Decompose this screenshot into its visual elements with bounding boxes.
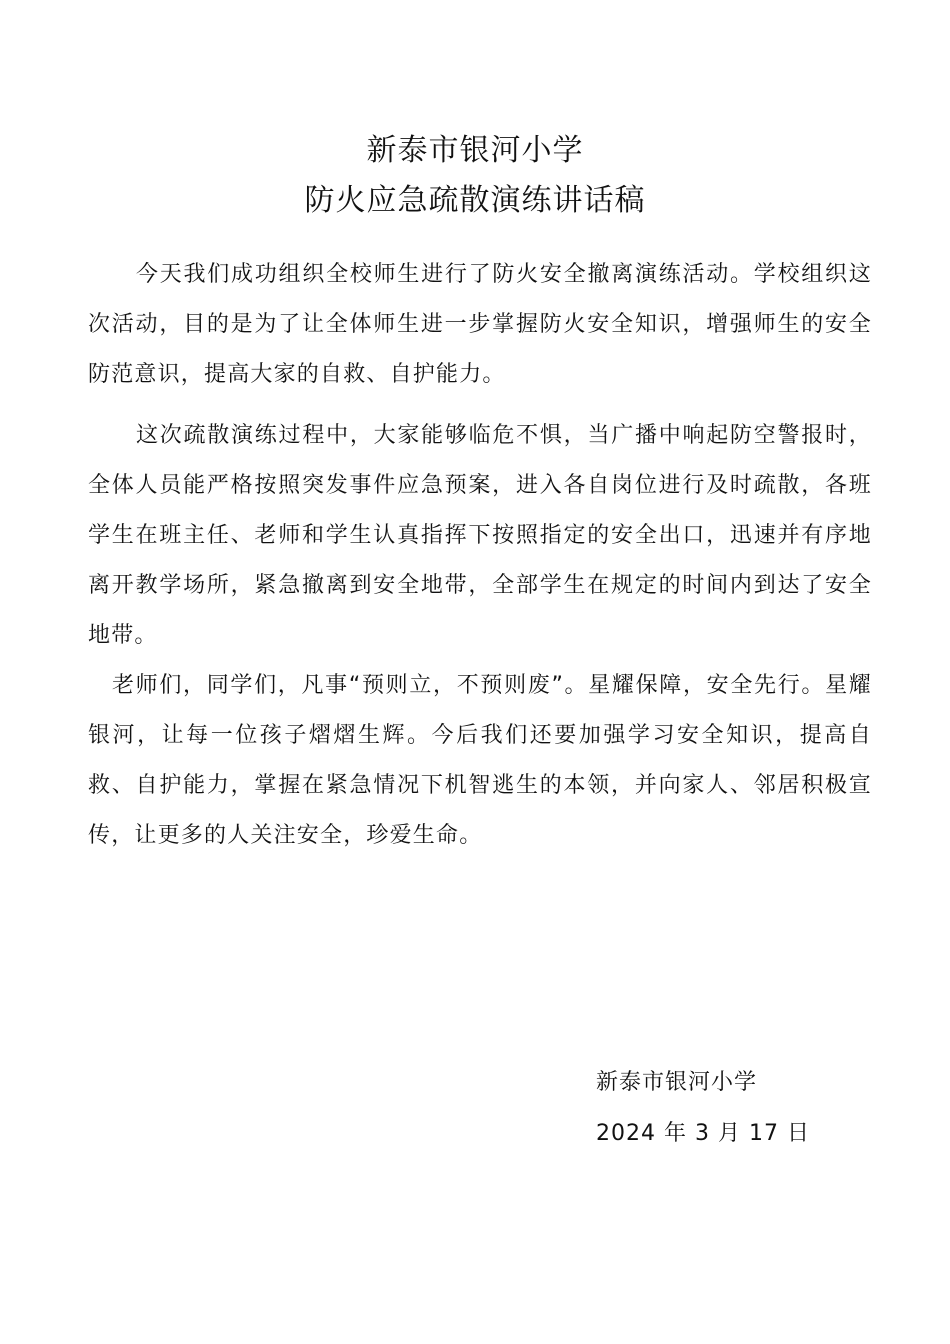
document-title-school: 新泰市银河小学	[366, 133, 584, 168]
signature-organization: 新泰市银河小学	[596, 1070, 758, 1095]
body-paragraph-1: 今天我们成功组织全校师生进行了防火安全撤离演练活动。学校组织这次活动，目的是为了让全体师生进一步掌握防火安全知识，增强师生的安全防范意识，提高大家的自救、自护能力。	[88, 262, 872, 387]
document-title-speech: 防火应急疏散演练讲话稿	[304, 183, 646, 218]
signature-date: 2024 年 3 月 17 日	[596, 1121, 810, 1146]
body-paragraph-2: 这次疏散演练过程中，大家能够临危不惧，当广播中响起防空警报时，全体人员能严格按照突发事件应急预案，进入各自岗位进行及时疏散，各班学生在班主任、老师和学生认真指挥下按照指定的安全出口，迅速并有序地离开教学场所，紧急撤离到安全地带，全部学生在规定的时间内到达了安全地带。	[88, 423, 872, 648]
body-paragraph-3: 老师们，同学们，凡事“预则立，不预则废”。星耀保障，安全先行。星耀银河，让每一位孩子熠熠生辉。今后我们还要加强学习安全知识，提高自救、自护能力，掌握在紧急情况下机智逃生的本领，并向家人、邻居积极宣传，让更多的人关注安全，珍爱生命。	[88, 673, 872, 848]
